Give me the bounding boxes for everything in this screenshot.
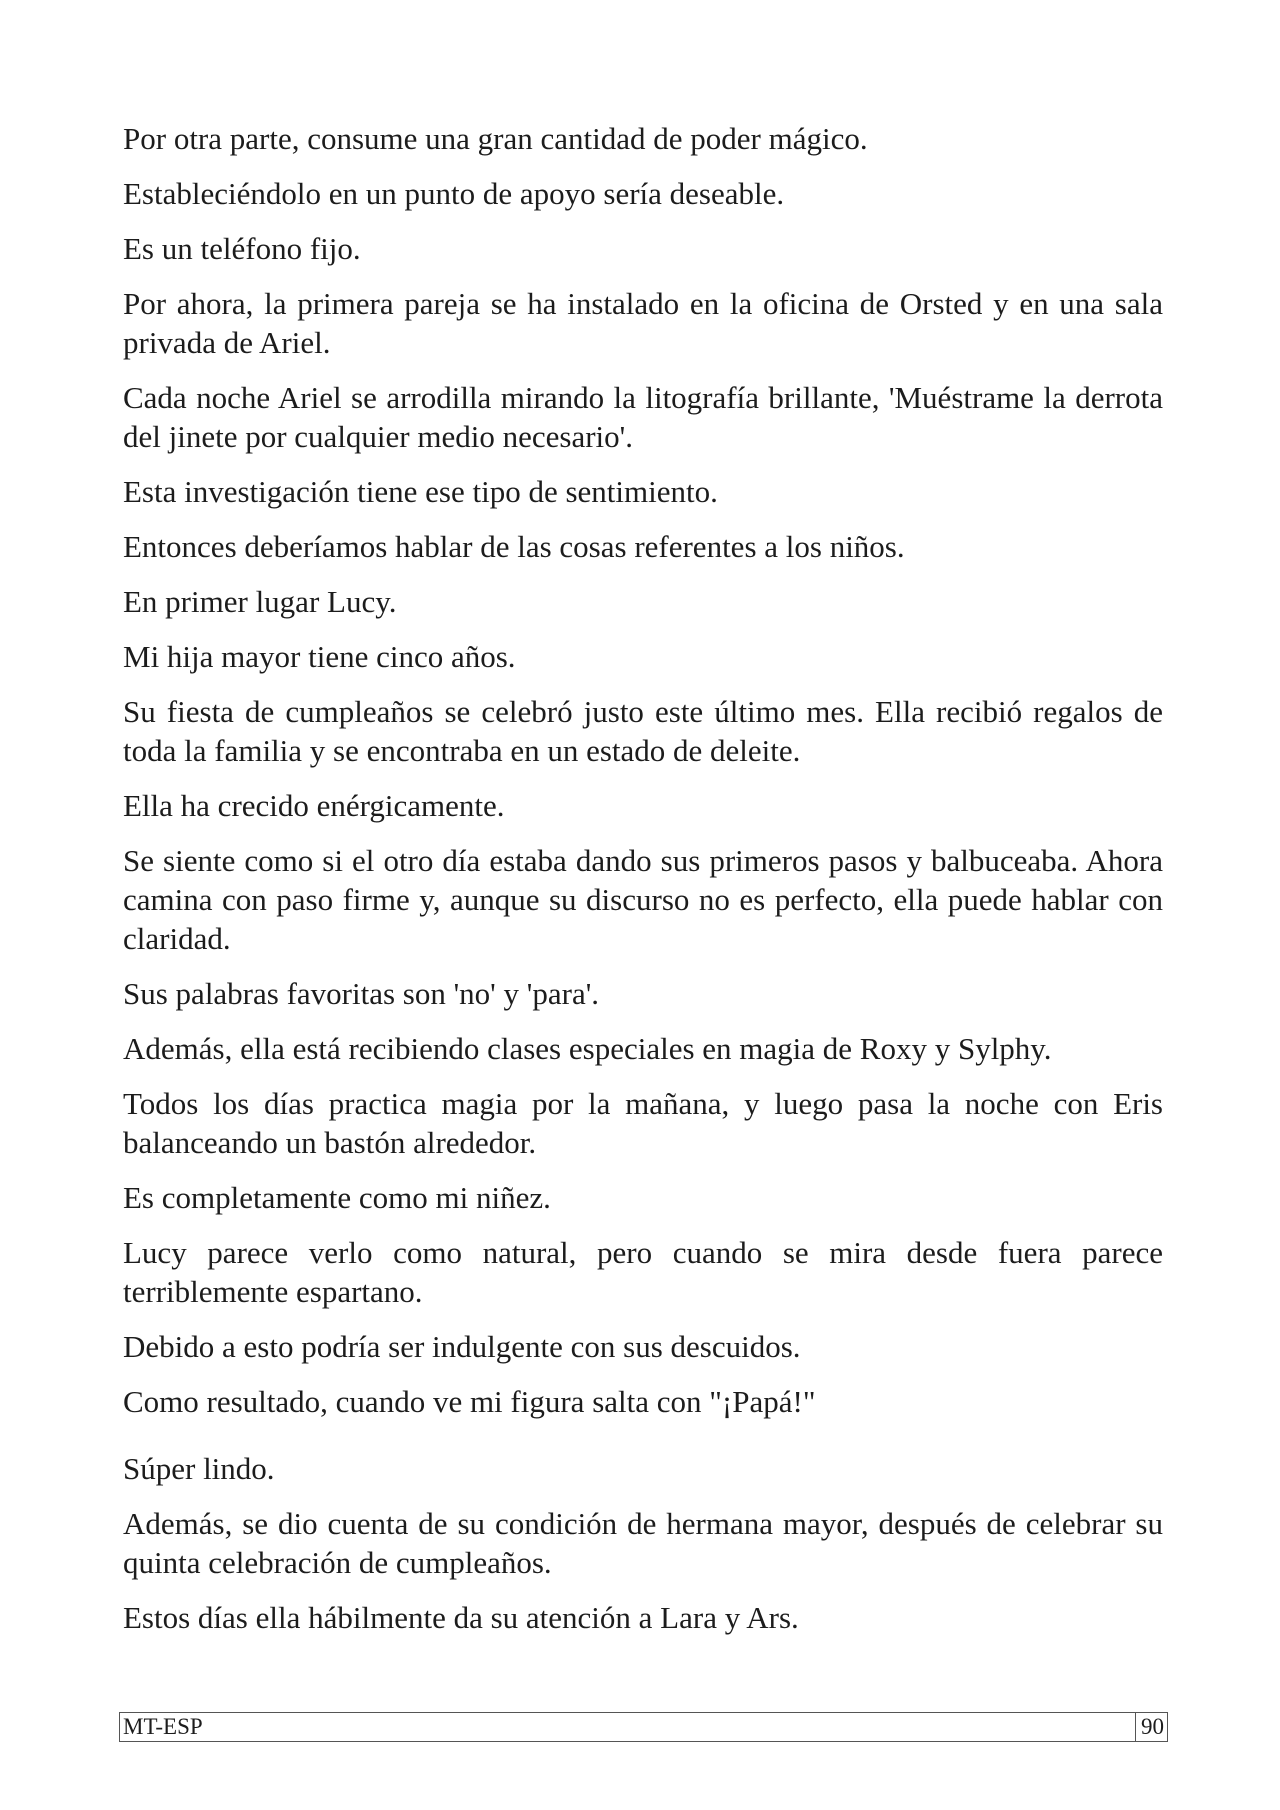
- paragraph: Estableciéndolo en un punto de apoyo sería deseable.: [123, 176, 785, 211]
- page-footer: [119, 1712, 1168, 1742]
- paragraph: Sus palabras favoritas son 'no' y 'para'.: [123, 976, 600, 1011]
- paragraph: Como resultado, cuando ve mi figura salta con "¡Papá!": [123, 1384, 816, 1419]
- paragraph: Súper lindo.: [123, 1451, 275, 1486]
- paragraph: Cada noche Ariel se arrodilla mirando la litografía brillante, 'Muéstrame la derrota del jinete por cualquier medio necesario'.: [123, 380, 1163, 454]
- paragraph: Lucy parece verlo como natural, pero cuando se mira desde fuera parece terriblemente espartano.: [123, 1235, 1163, 1309]
- paragraph: Por otra parte, consume una gran cantidad de poder mágico.: [123, 121, 868, 156]
- paragraph: Es completamente como mi niñez.: [123, 1180, 551, 1215]
- page-number: 90: [1135, 1713, 1164, 1741]
- paragraph: Debido a esto podría ser indulgente con sus descuidos.: [123, 1329, 801, 1364]
- paragraph: En primer lugar Lucy.: [123, 584, 397, 619]
- paragraph: Ella ha crecido enérgicamente.: [123, 788, 505, 823]
- paragraph: Todos los días practica magia por la mañana, y luego pasa la noche con Eris balanceando un bastón alrededor.: [123, 1086, 1163, 1160]
- paragraph: Su fiesta de cumpleaños se celebró justo este último mes. Ella recibió regalos de toda la familia y se encontraba en un estado de deleite.: [123, 694, 1163, 768]
- paragraph: Por ahora, la primera pareja se ha instalado en la oficina de Orsted y en una sala privada de Ariel.: [123, 286, 1163, 360]
- paragraph: Es un teléfono fijo.: [123, 231, 361, 266]
- body-text: [123, 119, 1163, 1653]
- footer-label: MT-ESP: [123, 1714, 203, 1739]
- paragraph: Además, se dio cuenta de su condición de hermana mayor, después de celebrar su quinta celebración de cumpleaños.: [123, 1506, 1163, 1580]
- paragraph: Además, ella está recibiendo clases especiales en magia de Roxy y Sylphy.: [123, 1031, 1052, 1066]
- paragraph: Entonces deberíamos hablar de las cosas referentes a los niños.: [123, 529, 905, 564]
- paragraph: Mi hija mayor tiene cinco años.: [123, 639, 516, 674]
- paragraph: Esta investigación tiene ese tipo de sentimiento.: [123, 474, 718, 509]
- paragraph: Se siente como si el otro día estaba dando sus primeros pasos y balbuceaba. Ahora camina con paso firme y, aunque su discurso no es perfecto, ella puede hablar con claridad.: [123, 843, 1163, 956]
- paragraph: Estos días ella hábilmente da su atención a Lara y Ars.: [123, 1600, 799, 1635]
